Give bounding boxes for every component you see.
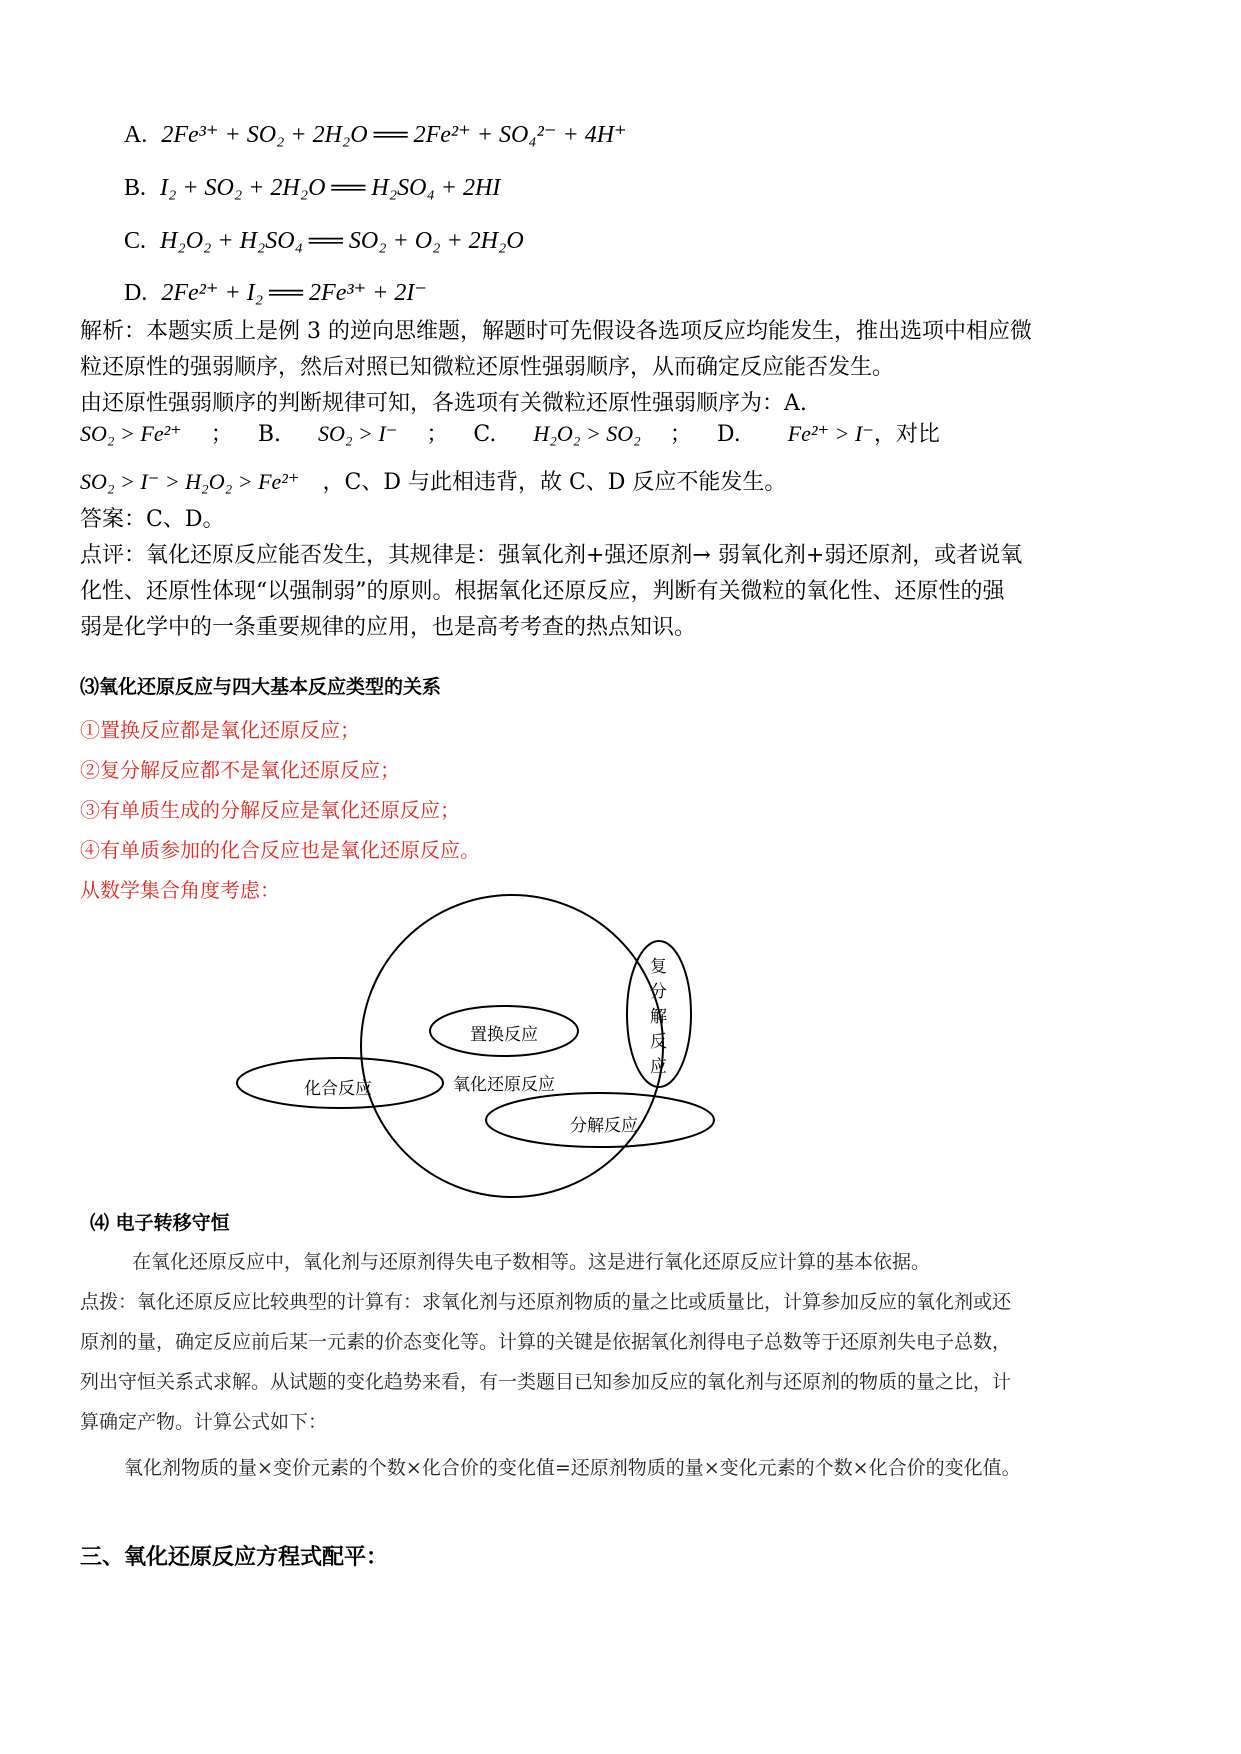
rule-2: ②复分解反应都不是氧化还原反应； bbox=[80, 758, 400, 782]
displacement-label: 置换反应 bbox=[470, 1025, 538, 1045]
section-three-title: 三、氧化还原反应方程式配平： bbox=[80, 1544, 389, 1570]
section-4-title: ⑷ 电子转移守恒 bbox=[90, 1212, 230, 1234]
tip-line-1: 点拨：氧化还原反应比较典型的计算有：求氧化剂与还原剂物质的量之比或质量比，计算参加反应的氧化剂或还 bbox=[80, 1291, 1012, 1313]
tip-line-3: 列出守恒关系式求解。从试题的变化趋势来看，有一类题目已知参加反应的氧化剂与还原剂的物质的量之比，计 bbox=[80, 1371, 1012, 1393]
option-c-equation: H₂O₂ + H₂SO₄ ══ SO₂ + O₂ + 2H₂O bbox=[160, 228, 524, 254]
section-4-intro: 在氧化还原反应中，氧化剂与还原剂得失电子数相等。这是进行氧化还原反应计算的基本依据。 bbox=[132, 1251, 931, 1273]
option-d-label: D. bbox=[124, 280, 148, 306]
analysis-conclusion: ，C、D 与此相违背，故 C、D 反应不能发生。 bbox=[322, 470, 787, 495]
double-decomposition-label bbox=[650, 955, 670, 1080]
calc-formula: 氧化剂物质的量×变价元素的个数×化合价的变化值=还原剂物质的量×变化元素的个数×化合价的变化值。 bbox=[124, 1457, 1021, 1479]
option-b-equation: I₂ + SO₂ + 2H₂O ══ H₂SO₄ + 2HI bbox=[160, 175, 501, 201]
sep-1: ； bbox=[210, 422, 233, 447]
order-b: SO₂ > I⁻ bbox=[317, 421, 398, 446]
order-d-label: D. bbox=[716, 422, 741, 447]
dd-char-4: 反 bbox=[650, 1032, 667, 1052]
option-c-label: C. bbox=[124, 228, 147, 254]
answer: 答案：C、D。 bbox=[80, 507, 225, 532]
rule-3: ③有单质生成的分解反应是氧化还原反应； bbox=[80, 798, 460, 822]
known-order: SO₂ > I⁻ > H₂O₂ > Fe²⁺ bbox=[80, 469, 300, 494]
comment-line-3: 弱是化学中的一条重要规律的应用，也是高考考查的热点知识。 bbox=[80, 615, 697, 640]
option-d-equation: 2Fe²⁺ + I₂ ══ 2Fe³⁺ + 2I⁻ bbox=[161, 280, 428, 306]
comment-line-1: 点评：氧化还原反应能否发生，其规律是：强氧化剂+强还原剂→ 弱氧化剂+弱还原剂，或者说氧 bbox=[80, 543, 1023, 568]
order-c-label: C. bbox=[473, 422, 497, 447]
combination-label: 化合反应 bbox=[304, 1079, 372, 1099]
order-b-label: B. bbox=[257, 422, 281, 447]
decomposition-label: 分解反应 bbox=[570, 1116, 638, 1136]
order-c: H₂O₂ > SO₂ bbox=[533, 421, 641, 446]
analysis-line-2: 粒还原性的强弱顺序，然后对照已知微粒还原性强弱顺序，从而确定反应能否发生。 bbox=[80, 355, 895, 380]
redox-circle bbox=[361, 895, 663, 1197]
sep-2: ； bbox=[426, 422, 449, 447]
analysis-line-1: 解析：本题实质上是例 3 的逆向思维题，解题时可先假设各选项反应均能发生，推出选项中相应微 bbox=[80, 319, 1032, 344]
option-b-label: B. bbox=[124, 175, 147, 201]
dd-char-1: 复 bbox=[650, 957, 667, 977]
section-3-title: ⑶氧化还原反应与四大基本反应类型的关系 bbox=[80, 676, 442, 698]
dd-char-2: 分 bbox=[650, 982, 667, 1002]
rule-1: ①置换反应都是氧化还原反应； bbox=[80, 718, 360, 742]
order-a: SO₂ > Fe²⁺ bbox=[80, 421, 182, 446]
compare-text: ，对比 bbox=[873, 422, 940, 447]
sep-3: ； bbox=[669, 422, 692, 447]
tip-line-4: 算确定产物。计算公式如下： bbox=[80, 1411, 328, 1433]
redox-label: 氧化还原反应 bbox=[453, 1075, 555, 1095]
order-d: Fe²⁺ > I⁻ bbox=[787, 421, 874, 446]
dd-char-5: 应 bbox=[650, 1057, 667, 1077]
dd-char-3: 解 bbox=[650, 1007, 667, 1027]
option-a-label: A. bbox=[124, 122, 148, 148]
option-a-equation: 2Fe³⁺ + SO₂ + 2H₂O ══ 2Fe²⁺ + SO₄²⁻ + 4H⁺ bbox=[161, 122, 627, 148]
comment-line-2: 化性、还原性体现“以强制弱”的原则。根据氧化还原反应，判断有关微粒的氧化性、还原性的强 bbox=[80, 579, 1005, 604]
analysis-line-3: 由还原性强弱顺序的判断规律可知，各选项有关微粒还原性强弱顺序为：A. bbox=[80, 391, 807, 416]
tip-line-2: 原剂的量，确定反应前后某一元素的价态变化等。计算的关键是依据氧化剂得电子总数等于还原剂失电子总数， bbox=[80, 1331, 1012, 1353]
math-view: 从数学集合角度考虑： bbox=[80, 878, 280, 902]
rule-4: ④有单质参加的化合反应也是氧化还原反应。 bbox=[80, 838, 480, 862]
